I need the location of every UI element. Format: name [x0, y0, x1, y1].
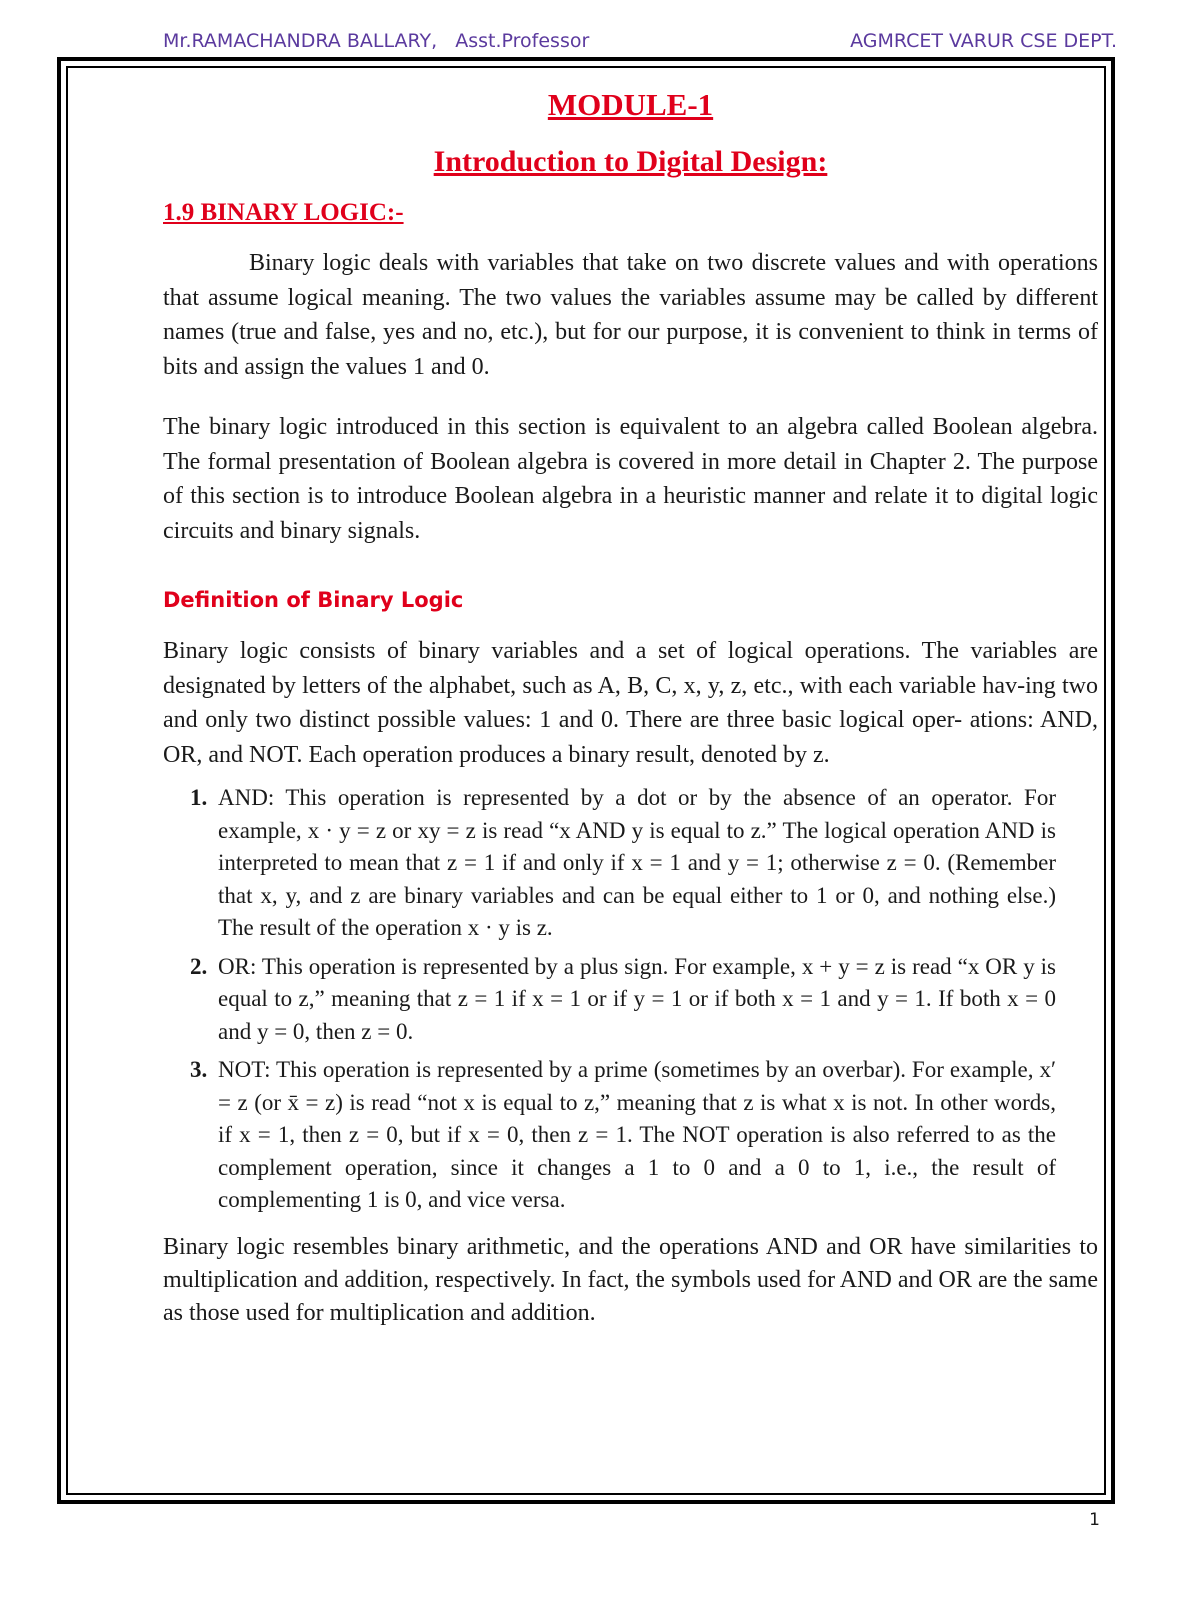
operation-number: 2.: [190, 953, 208, 979]
operation-number: 1.: [190, 785, 208, 810]
operations-list: [163, 782, 1098, 1217]
operation-text: AND: This operation is represented by a dot or by the absence of an operator. For example, x · y = z or xy = z is read “x AND y is equal to z.” The logical operation AND is interpreted to mean that z = 1 if and only if x = 1 and y = 1; otherwise z = 0. (Remember that x, y, and z are binary variables and can be equal either to 1 or 0, and nothing else.) The result of the operation x · y is z.: [218, 785, 1056, 940]
intro-paragraph: Binary logic deals with variables that take on two discrete values and with operations that assume logical meaning. The two values the variables assume may be called by different names (true and false, yes and no, etc.), but for our purpose, it is convenient to think in terms of bits and assign the values 1 and 0.: [163, 250, 1098, 380]
section-heading: 1.9 BINARY LOGIC:-: [163, 199, 404, 226]
module-title: MODULE-1: [547, 87, 714, 122]
operation-item-or: [163, 951, 1056, 1049]
definition-heading: Definition of Binary Logic: [163, 588, 464, 612]
closing-paragraph: Binary logic resembles binary arithmetic, and the operations AND and OR have similarities to multiplication and addition, respectively. In fact, the symbols used for AND and OR are the same as those used for multiplication and addition.: [163, 1233, 1098, 1326]
page-content: [163, 82, 1098, 1330]
operation-number: 3.: [190, 1057, 208, 1082]
page-number: 1: [1089, 1510, 1100, 1530]
operation-item-and: [163, 782, 1056, 945]
operation-text: OR: This operation is represented by a plus sign. For example, x + y = z is read “x OR y is equal to z,” meaning that z = 1 if x = 1 or if y = 1 or if both x = 1 and y = 1. If both x = 0 and y = 0, then z = 0.: [218, 953, 1056, 1044]
operation-text: NOT: This operation is represented by a prime (sometimes by an overbar). For example, x′ = z (or x̄ = z) is read “not x is equal to z,” meaning that z is what x is not. In other words, if x = 1, then z = 0, but if x = 0, then z = 1. The NOT operation is also referred to as the complement operation, since it changes a 1 to 0 and a 0 to 1, i.e., the result of complementing 1 is 0, and vice versa.: [218, 1057, 1056, 1212]
chapter-title: Introduction to Digital Design:: [433, 145, 828, 178]
boolean-paragraph: The binary logic introduced in this section is equivalent to an algebra called Boolean algebra. The formal presentation of Boolean algebra is covered in more detail in Chapter 2. The purpose of this section is to introduce Boolean algebra in a heuristic manner and relate it to digital logic circuits and binary signals.: [163, 414, 1098, 544]
definition-paragraph: Binary logic consists of binary variables and a set of logical operations. The variables are designated by letters of the alphabet, such as A, B, C, x, y, z, etc., with each variable hav-ing two and only two distinct possible values: 1 and 0. There are three basic logical oper- ations: AND, OR, and NOT. Each operation produces a binary result, denoted by z.: [163, 638, 1098, 768]
operation-item-not: [163, 1054, 1056, 1217]
header-department: AGMRCET VARUR CSE DEPT.: [850, 30, 1117, 52]
page-header: [163, 30, 1117, 60]
header-author: Mr.RAMACHANDRA BALLARY, Asst.Professor: [163, 30, 590, 52]
